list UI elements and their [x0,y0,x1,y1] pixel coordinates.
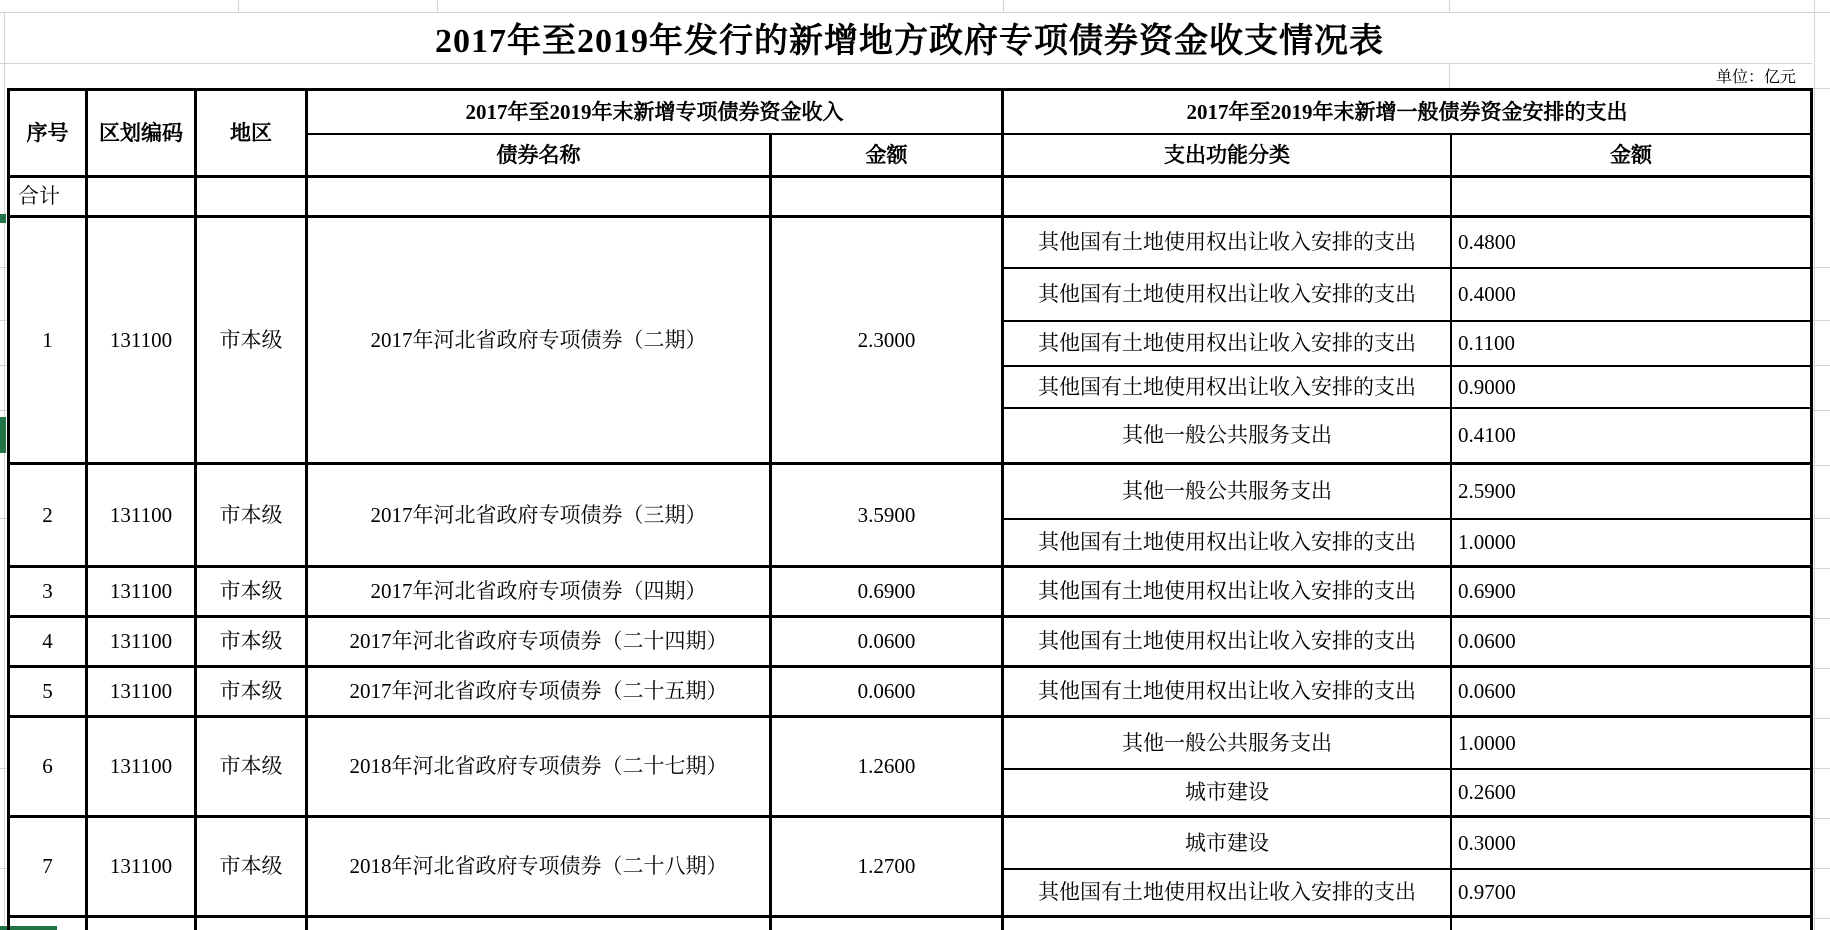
header-expense-group[interactable]: 2017年至2019年末新增一般债券资金安排的支出 [1186,99,1628,124]
seq-cell[interactable]: 4 [10,618,88,665]
expense-category-cell[interactable]: 其他国有土地使用权出让收入安排的支出 [1004,520,1452,565]
empty-cell[interactable] [10,918,88,930]
code-cell[interactable]: 131100 [88,568,197,615]
page-title[interactable]: 2017年至2019年发行的新增地方政府专项债券资金收支情况表 [435,22,1384,60]
expense-category-cell[interactable]: 其他国有土地使用权出让收入安排的支出 [1004,568,1452,615]
partial-row [10,918,1810,930]
expense-category-cell[interactable]: 其他国有土地使用权出让收入安排的支出 [1004,367,1452,407]
expense-category-cell[interactable]: 城市建设 [1004,770,1452,815]
expense-amount-cell[interactable]: 0.6900 [1458,579,1516,604]
code-cell[interactable]: 131100 [88,218,197,462]
header-region[interactable]: 地区 [197,91,308,175]
sheet-gridline [1449,0,1450,12]
bond-name-cell[interactable]: 2017年河北省政府专项债券（三期） [308,465,772,565]
region-cell[interactable]: 市本级 [197,618,308,665]
expense-category-cell[interactable]: 其他一般公共服务支出 [1004,718,1452,768]
region-cell[interactable]: 市本级 [197,818,308,915]
empty-cell[interactable] [308,918,772,930]
sheet-gridline [0,768,7,769]
sheet-gridline [0,868,7,869]
expense-amount-cell[interactable]: 0.2600 [1458,780,1516,805]
income-amount-cell[interactable]: 0.0600 [772,668,1004,715]
sheet-gridline [437,0,438,12]
region-cell[interactable]: 市本级 [197,218,308,462]
code-cell[interactable]: 131100 [88,618,197,665]
code-cell[interactable]: 131100 [88,465,197,565]
code-cell[interactable]: 131100 [88,668,197,715]
expense-category-cell[interactable]: 其他国有土地使用权出让收入安排的支出 [1004,269,1452,320]
sheet-gridline [1812,868,1830,869]
expense-amount-cell[interactable]: 0.3000 [1458,830,1516,855]
sheet-gridline [1812,918,1830,919]
bond-name-cell[interactable]: 2017年河北省政府专项债券（四期） [308,568,772,615]
region-cell[interactable]: 市本级 [197,465,308,565]
region-cell[interactable]: 市本级 [197,668,308,715]
header-income-group[interactable]: 2017年至2019年末新增专项债券资金收入 [308,91,1004,133]
expense-category-cell[interactable]: 其他国有土地使用权出让收入安排的支出 [1004,322,1452,365]
sheet-gridline [1812,518,1830,519]
header-code[interactable]: 区划编码 [88,91,197,175]
sheet-gridline [1812,410,1830,411]
sheet-gridline [1812,618,1830,619]
income-amount-cell[interactable]: 3.5900 [772,465,1004,565]
empty-cell[interactable] [772,918,1004,930]
expense-category-cell[interactable]: 城市建设 [1004,818,1452,868]
empty-cell[interactable] [772,178,1004,215]
code-cell[interactable]: 131100 [88,818,197,915]
header-income-amount[interactable]: 金额 [772,135,1004,175]
sheet-gridline [0,518,7,519]
expense-category-cell[interactable]: 其他国有土地使用权出让收入安排的支出 [1004,668,1452,715]
sheet-gridline [0,365,7,366]
sheet-gridline [1812,267,1830,268]
sheet-gridline [1812,465,1830,466]
sheet-gridline [1812,668,1830,669]
expense-amount-cell[interactable]: 0.9700 [1458,880,1516,905]
empty-cell[interactable] [1452,918,1810,930]
expense-amount-cell[interactable]: 2.5900 [1458,479,1516,504]
empty-cell[interactable] [1004,178,1452,215]
income-amount-cell[interactable]: 0.6900 [772,568,1004,615]
empty-cell[interactable] [308,178,772,215]
expense-category-cell[interactable]: 其他国有土地使用权出让收入安排的支出 [1004,618,1452,665]
total-row [10,178,1810,218]
expense-category-cell[interactable]: 其他一般公共服务支出 [1004,465,1452,518]
income-amount-cell[interactable]: 1.2700 [772,818,1004,915]
table-row [10,718,1810,818]
expense-amount-cell[interactable]: 1.0000 [1458,730,1516,755]
income-amount-cell[interactable]: 1.2600 [772,718,1004,815]
bond-name-cell[interactable]: 2017年河北省政府专项债券（二十五期） [308,668,772,715]
table-row [10,568,1810,618]
empty-cell[interactable] [1452,178,1810,215]
expense-amount-cell[interactable]: 0.0600 [1458,679,1516,704]
expense-amount-cell[interactable]: 0.4100 [1458,423,1516,448]
seq-cell[interactable]: 7 [10,818,88,915]
seq-cell[interactable]: 3 [10,568,88,615]
bond-name-cell[interactable]: 2018年河北省政府专项债券（二十七期） [308,718,772,815]
selection-indicator [0,417,6,453]
bond-name-cell[interactable]: 2018年河北省政府专项债券（二十八期） [308,818,772,915]
empty-cell[interactable] [197,918,308,930]
table-row [10,465,1810,568]
code-cell[interactable]: 131100 [88,718,197,815]
table-row [10,618,1810,668]
sheet-gridline [238,0,239,12]
empty-cell[interactable] [1004,918,1452,930]
header-seq[interactable]: 序号 [10,91,88,175]
sheet-gridline [0,267,7,268]
expense-amount-cell[interactable]: 1.0000 [1458,530,1516,555]
expense-category-cell[interactable]: 其他国有土地使用权出让收入安排的支出 [1004,218,1452,267]
sheet-gridline [1812,718,1830,719]
expense-amount-cell[interactable]: 0.0600 [1458,629,1516,654]
seq-cell[interactable]: 1 [10,218,88,462]
seq-cell[interactable]: 6 [10,718,88,815]
region-cell[interactable]: 市本级 [197,718,308,815]
unit-note[interactable]: 单位：亿元 [1715,68,1796,86]
sheet-gridline [4,12,5,930]
bond-name-cell[interactable]: 2017年河北省政府专项债券（二十四期） [308,618,772,665]
sheet-gridline [1812,320,1830,321]
table-row [10,218,1810,465]
expense-amount-cell[interactable]: 0.4800 [1458,230,1516,255]
empty-cell[interactable] [197,178,308,215]
expense-category-cell[interactable]: 其他一般公共服务支出 [1004,409,1452,462]
expense-amount-cell[interactable]: 0.9000 [1458,374,1516,399]
sheet-gridline [0,320,7,321]
expense-category-cell[interactable]: 其他国有土地使用权出让收入安排的支出 [1004,870,1452,915]
bond-name-cell[interactable]: 2017年河北省政府专项债券（二期） [308,218,772,462]
expense-amount-cell[interactable]: 0.1100 [1458,331,1515,356]
seq-cell[interactable]: 2 [10,465,88,565]
sheet-gridline [0,410,7,411]
sheet-gridline [1812,88,1830,89]
empty-cell[interactable] [88,178,197,215]
empty-cell[interactable] [88,918,197,930]
table-header [10,91,1810,178]
table-row [10,668,1810,718]
total-label-cell[interactable]: 合计 [10,178,88,215]
bond-table [7,88,1813,930]
income-amount-cell[interactable]: 2.3000 [772,218,1004,462]
header-bond-name[interactable]: 债券名称 [308,135,772,175]
region-cell[interactable]: 市本级 [197,568,308,615]
selection-indicator [0,214,6,223]
sheet-gridline [1812,768,1830,769]
expense-amount-cell[interactable]: 0.4000 [1458,282,1516,307]
sheet-gridline [1812,818,1830,819]
sheet-gridline [1003,0,1004,12]
income-amount-cell[interactable]: 0.0600 [772,618,1004,665]
sheet-gridline [1812,365,1830,366]
header-expense-amount[interactable]: 金额 [1610,142,1652,167]
header-expense-category[interactable]: 支出功能分类 [1004,135,1452,175]
seq-cell[interactable]: 5 [10,668,88,715]
table-row [10,818,1810,918]
sheet-gridline [1812,568,1830,569]
header-groups [308,91,1810,175]
